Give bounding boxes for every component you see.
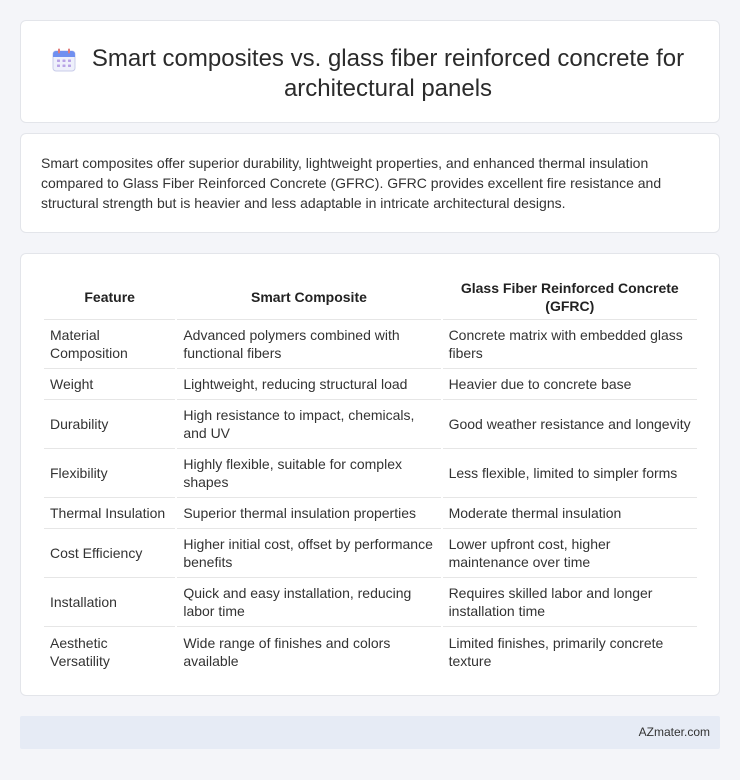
gfrc-cell: Good weather resistance and longevity — [443, 400, 697, 449]
table-row — [44, 498, 697, 529]
comparison-table-card — [20, 253, 720, 696]
feature-cell: Material Composition — [44, 320, 175, 369]
header-gfrc: Glass Fiber Reinforced Concrete (GFRC) — [443, 275, 697, 320]
footer-bar — [20, 716, 720, 749]
smart-composite-cell: Higher initial cost, offset by performance benefits — [177, 529, 440, 578]
gfrc-cell: Limited finishes, primarily concrete texture — [448, 634, 664, 669]
feature-cell: Durability — [44, 400, 175, 449]
smart-composite-cell: Highly flexible, suitable for complex shapes — [177, 449, 440, 498]
gfrc-cell: Requires skilled labor and longer installation time — [443, 578, 697, 627]
gfrc-cell: Heavier due to concrete base — [443, 369, 697, 400]
smart-composite-cell: Advanced polymers combined with functional fibers — [177, 320, 440, 369]
feature-cell: Cost Efficiency — [44, 529, 175, 578]
table-row — [44, 529, 697, 578]
feature-cell: Aesthetic Versatility — [50, 634, 110, 669]
smart-composite-cell: Quick and easy installation, reducing labor time — [177, 578, 440, 627]
feature-cell: Installation — [44, 578, 175, 627]
smart-composite-cell: Wide range of finishes and colors available — [183, 634, 391, 669]
gfrc-cell: Lower upfront cost, higher maintenance over time — [443, 529, 697, 578]
footer-brand-link[interactable]: AZmater.com — [638, 725, 710, 739]
gfrc-cell: Less flexible, limited to simpler forms — [443, 449, 697, 498]
smart-composite-cell: Superior thermal insulation properties — [177, 498, 440, 529]
table-row — [44, 320, 697, 369]
summary-card — [20, 133, 720, 233]
feature-cell: Flexibility — [44, 449, 175, 498]
page-title: Smart composites vs. glass fiber reinforced concrete for architectural panels — [91, 45, 685, 102]
comparison-table — [42, 275, 699, 676]
table-row — [44, 578, 697, 627]
table-row — [44, 369, 697, 400]
smart-composite-cell: Lightweight, reducing structural load — [177, 369, 440, 400]
table-header-row — [44, 275, 697, 320]
calendar-icon — [51, 47, 77, 73]
feature-cell: Weight — [44, 369, 175, 400]
summary-text: Smart composites offer superior durability, lightweight properties, and enhanced thermal insulation compared to Glass Fiber Reinforced Concrete (GFRC). GFRC provides excellent fire resistance and structural strength but is heavier and less adaptable in intricate architectural designs. — [41, 155, 662, 211]
feature-cell: Thermal Insulation — [44, 498, 175, 529]
smart-composite-cell: High resistance to impact, chemicals, and UV — [177, 400, 440, 449]
gfrc-cell: Concrete matrix with embedded glass fibers — [443, 320, 697, 369]
header-feature: Feature — [44, 275, 175, 320]
table-row — [44, 449, 697, 498]
gfrc-cell: Moderate thermal insulation — [443, 498, 697, 529]
table-row — [44, 400, 697, 449]
title-card — [20, 20, 720, 123]
header-smart-composite: Smart Composite — [177, 275, 440, 320]
table-row — [44, 627, 697, 676]
